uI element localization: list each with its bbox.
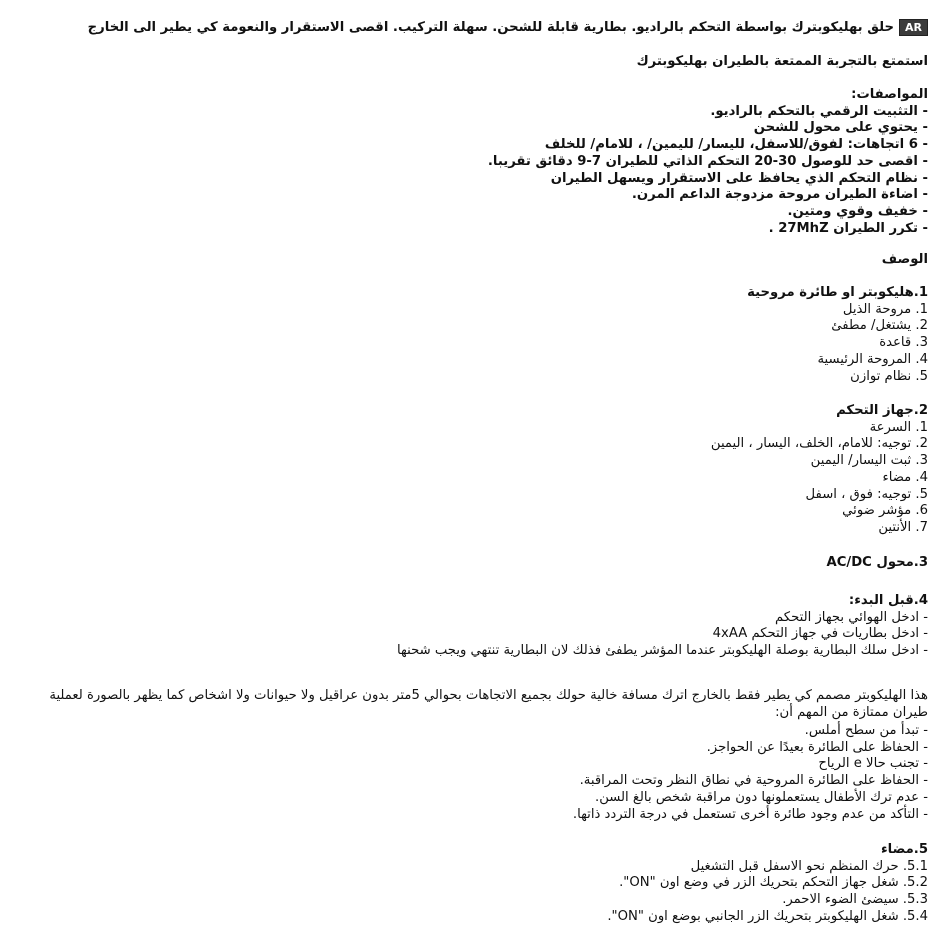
- list-item: 5. نظام توازن: [850, 368, 928, 384]
- list-item: - الحفاظ على الطائرة المروحية في نطاق النظر وتحت المراقبة.: [579, 773, 928, 789]
- list-item: - تجنب حالا e الرياح: [818, 756, 928, 772]
- list-item: 2. توجيه: للامام، الخلف، اليسار ، اليمين: [710, 436, 928, 452]
- list-item: 4. مضاء: [882, 469, 928, 485]
- section-lighting: [28, 842, 928, 926]
- section-helicopter: [28, 285, 928, 385]
- intro-line: استمتع بالتجربة الممتعة بالطيران بهليكوبترك: [636, 54, 928, 69]
- list-item: 7. الأنتين: [878, 519, 928, 535]
- spec-item: - 6 اتجاهات: لفوق/للاسفل، لليسار/ لليمين/ ، للامام/ للخلف: [544, 137, 928, 153]
- warning-paragraph: هذا الهليكوبتر مصمم كي يطير فقط بالخارج اترك مسافة خالية حولك بجميع الاتجاهات بحوالي 5متر بدون عراقيل ولا حيوانات ولا اشخاص كما يظهر بالصورة لعملية طيران ممتازة من المهم أن:: [49, 688, 928, 720]
- section-heading: 4.قبل البدء:: [848, 593, 928, 608]
- spec-item: - يحتوي على محول للشحن: [753, 120, 928, 136]
- section-heading: 5.مضاء: [880, 842, 928, 857]
- document-header: [18, 19, 928, 36]
- list-item: 2. يشتغل/ مطفئ: [831, 318, 928, 334]
- list-item: 1. السرعة: [869, 419, 928, 435]
- list-item: - التأكد من عدم وجود طائرة أخرى تستعمل في درجة التردد ذاتها.: [572, 806, 928, 822]
- section-before-start: [28, 593, 928, 660]
- list-item: 5.2. شغل جهاز التحكم بتحريك الزر في وضع اون "ON".: [619, 875, 928, 891]
- list-item: 5.4. شغل الهليكوبتر بتحريك الزر الجانبي بوضع اون "ON".: [607, 908, 928, 924]
- spec-item: - خفيف وقوي ومتين.: [787, 203, 928, 219]
- document-title: حلق بهليكوبترك بواسطة التحكم بالراديو. بطارية قابلة للشحن. سهلة التركيب. اقصى الاستقرار والنعومة كي يطير الى الخارج: [87, 20, 894, 35]
- list-item: 3. قاعدة: [879, 335, 928, 351]
- list-item: 5.3. سيضئ الضوء الاحمر.: [782, 892, 928, 908]
- spec-item: - تكرر الطيران 27MhZ .: [768, 220, 928, 236]
- list-item: - تبدأ من سطح أملس.: [804, 723, 928, 738]
- list-item: - ادخل سلك البطارية بوصلة الهليكوبتر عندما المؤشر يطفئ فذلك لان البطارية تنتهي ويجب شحنها: [397, 643, 928, 659]
- list-item: - عدم ترك الأطفال يستعملونها دون مراقبة شخص بالغ السن.: [595, 789, 928, 805]
- list-item: - الحفاظ على الطائرة بعيدًا عن الحواجز.: [706, 739, 928, 755]
- list-item: 6. مؤشر ضوئي: [842, 503, 928, 519]
- list-item: 1. مروحة الذيل: [842, 301, 928, 317]
- list-item: 3. ثبت اليسار/ اليمين: [810, 453, 928, 469]
- list-item: - ادخل الهوائي بجهاز التحكم: [775, 609, 928, 625]
- spec-item: - اقصى حد للوصول 30-20 التحكم الذاتي للطيران 7-9 دقائق تقريبا.: [487, 153, 928, 169]
- spec-item: - التثبيت الرقمي بالتحكم بالراديو.: [710, 103, 928, 119]
- spec-item: - اضاءة الطيران مروحة مزدوجة الداعم المرن.: [631, 187, 928, 203]
- section-heading: 1.هليكوبتر او طائرة مروحية: [747, 285, 928, 300]
- list-item: 4. المروحة الرئيسية: [817, 351, 928, 367]
- section-heading: 2.جهاز التحكم: [836, 403, 928, 418]
- section-controller: [28, 403, 928, 537]
- section-adapter-heading: 3.محول AC/DC: [826, 555, 928, 570]
- language-badge: AR: [899, 19, 928, 36]
- specs-section: [28, 87, 928, 237]
- description-heading: الوصف: [881, 252, 928, 267]
- spec-item: - نظام التحكم الذي يحافظ على الاستقرار ويسهل الطيران: [550, 170, 928, 186]
- warning-list: [28, 723, 928, 823]
- list-item: - ادخل بطاريات في جهاز التحكم 4xAA: [712, 626, 928, 642]
- list-item: 5. توجيه: فوق ، اسفل: [805, 486, 928, 502]
- specs-heading: المواصفات:: [851, 87, 928, 102]
- list-item: 5.1. حرك المنظم نحو الاسفل قبل التشغيل: [690, 858, 928, 874]
